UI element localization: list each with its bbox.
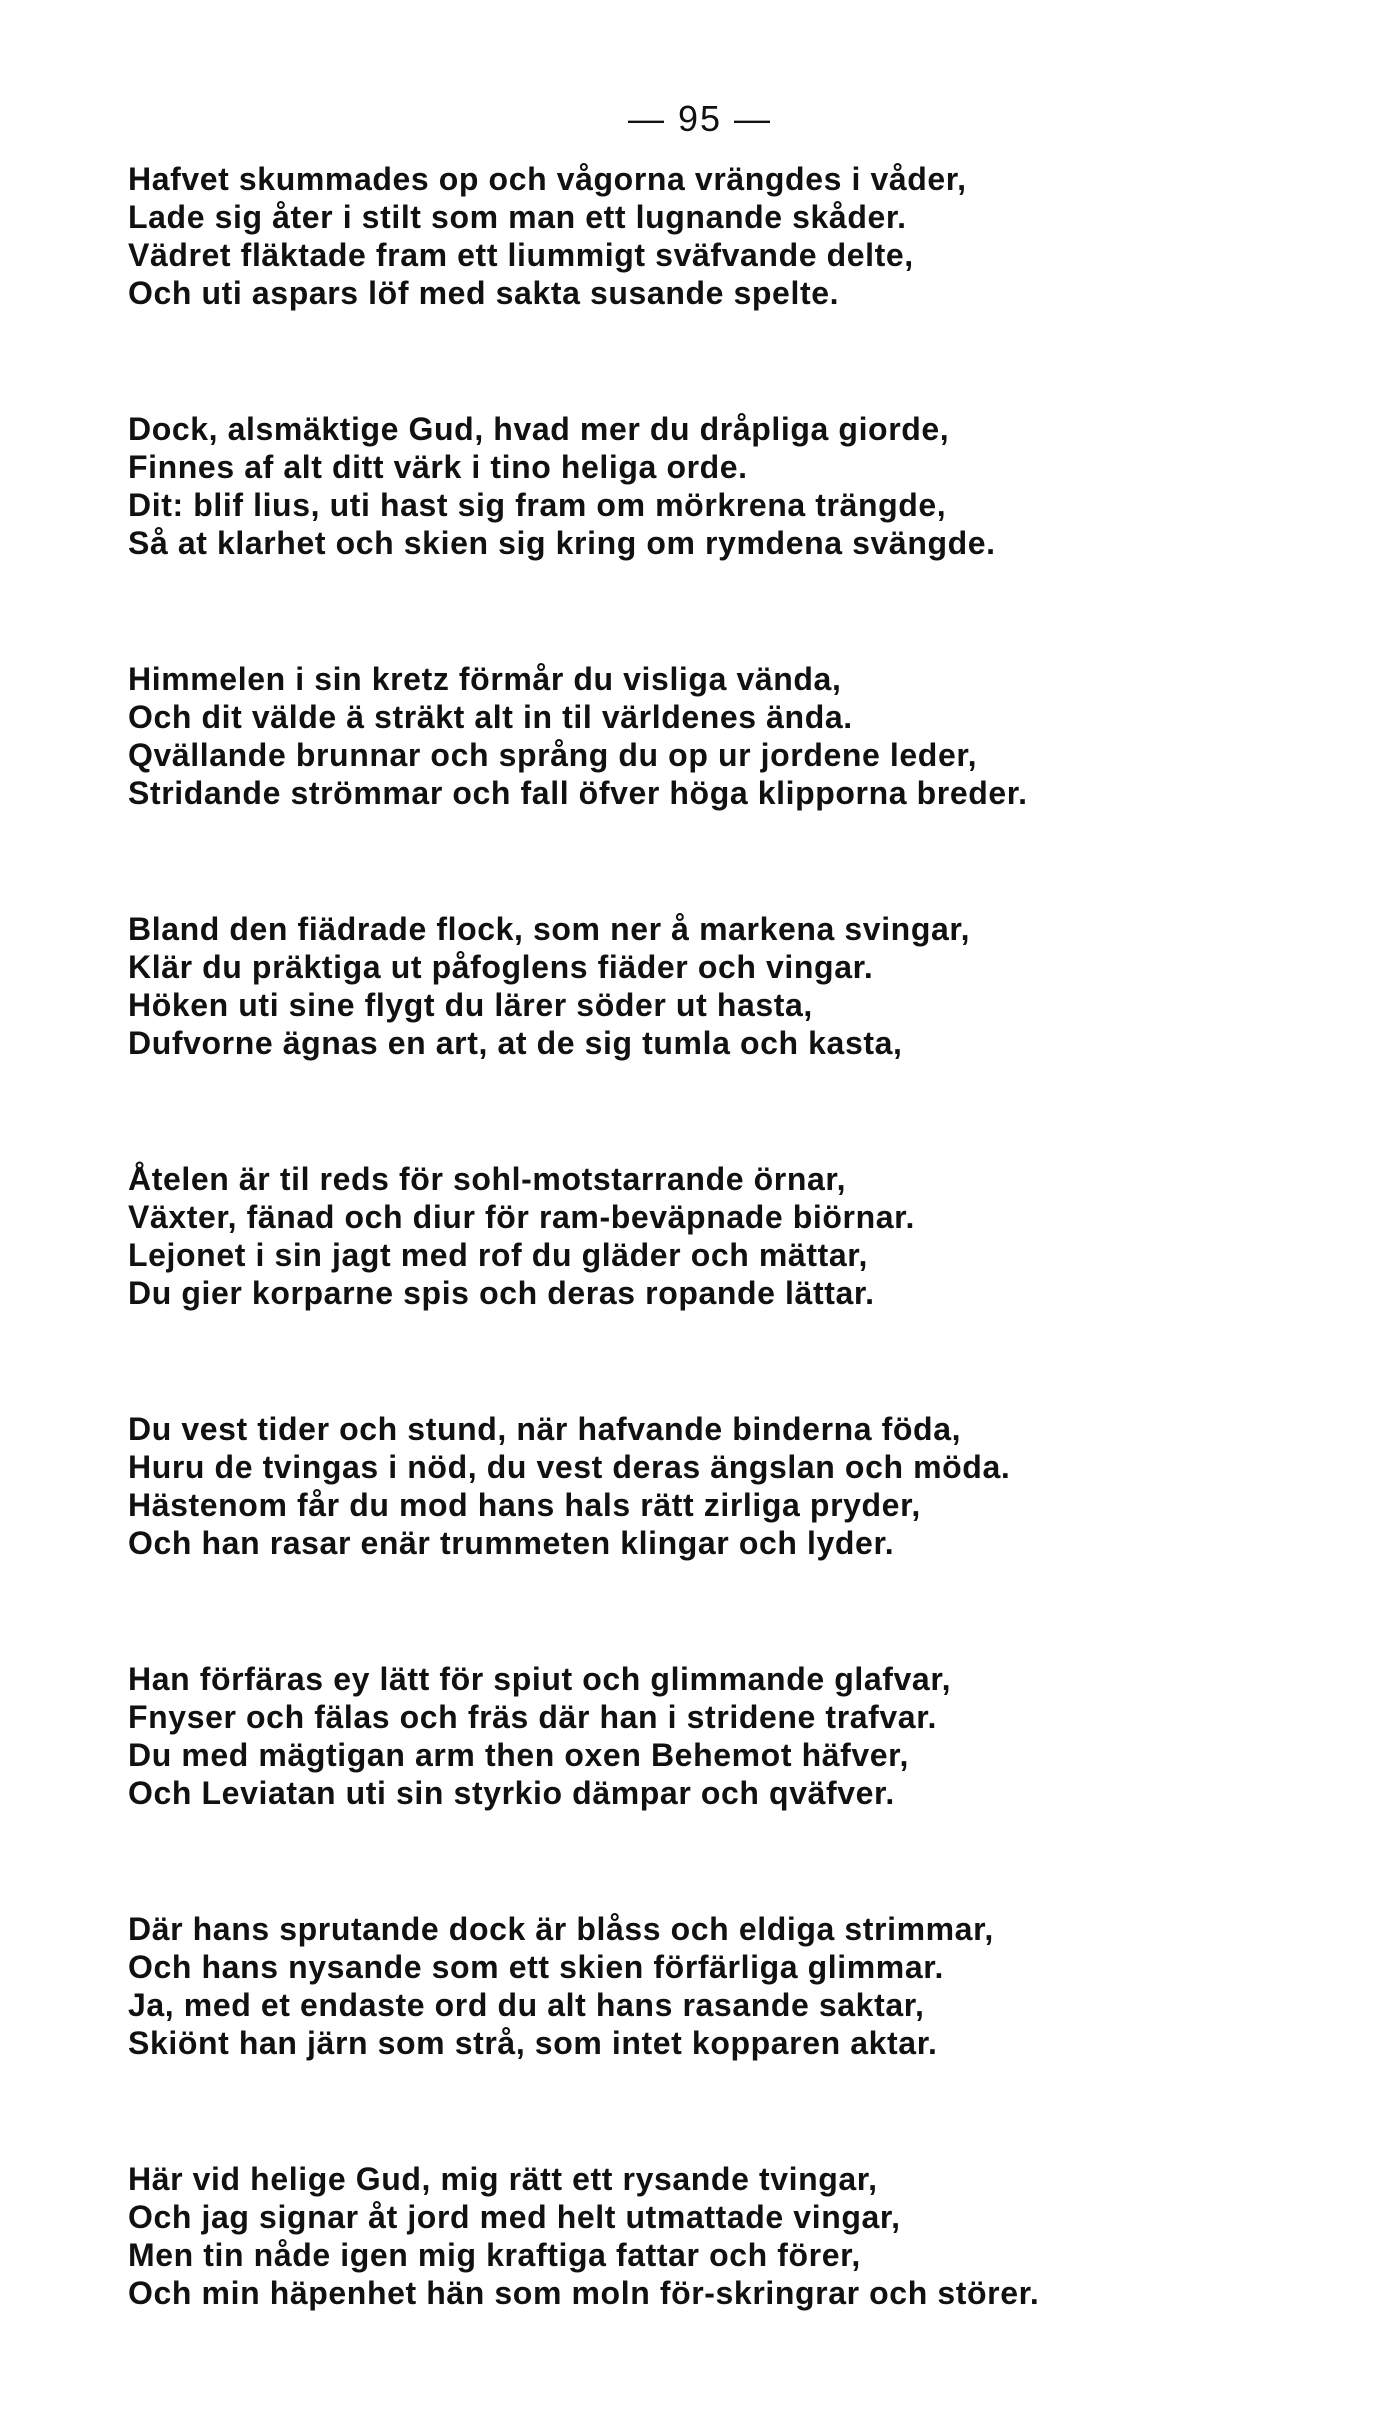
verse-line: Stridande strömmar och fall öfver höga klipporna breder.: [128, 775, 1028, 811]
stanza: [128, 2160, 1128, 2410]
verse-line: Fnyser och fälas och fräs där han i stridene trafvar.: [128, 1699, 937, 1735]
verse-line: Skiönt han järn som strå, som intet kopparen aktar.: [128, 2025, 938, 2061]
verse-line: Ja, med et endaste ord du alt hans rasande saktar,: [128, 1987, 925, 2023]
verse-line: Du med mägtigan arm then oxen Behemot häfver,: [128, 1737, 909, 1773]
verse-line: Finnes af alt ditt värk i tino heliga orde.: [128, 449, 748, 485]
stanza: [128, 1660, 1128, 1910]
verse-line: Dock, alsmäktige Gud, hvad mer du dråpliga giorde,: [128, 411, 950, 447]
verse-line: Klär du präktiga ut påfoglens fiäder och vingar.: [128, 949, 874, 985]
verse-line: Och min häpenhet hän som moln för-skringrar och störer.: [128, 2275, 1040, 2311]
verse-line: Dit: blif lius, uti hast sig fram om mörkrena trängde,: [128, 487, 947, 523]
verse-line: Och uti aspars löf med sakta susande spelte.: [128, 275, 840, 311]
verse-line: Huru de tvingas i nöd, du vest deras ängslan och möda.: [128, 1449, 1011, 1485]
verse-line: Hafvet skummades op och vågorna vrängdes i våder,: [128, 161, 967, 197]
verse-line: Lade sig åter i stilt som man ett lugnande skåder.: [128, 199, 907, 235]
verse-line: Hästenom får du mod hans hals rätt zirliga pryder,: [128, 1487, 921, 1523]
verse-line: Åtelen är til reds för sohl-motstarrande örnar,: [128, 1161, 847, 1197]
verse-line: Vädret fläktade fram ett liummigt sväfvande delte,: [128, 237, 914, 273]
stanza: [128, 410, 1128, 660]
verse-line: Så at klarhet och skien sig kring om rymdena svängde.: [128, 525, 996, 561]
verse-line: Och jag signar åt jord med helt utmattade vingar,: [128, 2199, 901, 2235]
verse-line: Där hans sprutande dock är blåss och eldiga strimmar,: [128, 1911, 994, 1947]
verse-line: Här vid helige Gud, mig rätt ett rysande tvingar,: [128, 2161, 878, 2197]
stanza: [128, 910, 1128, 1160]
verse-line: Bland den fiädrade flock, som ner å markena svingar,: [128, 911, 971, 947]
verse-line: Qvällande brunnar och språng du op ur jordene leder,: [128, 737, 978, 773]
verse-line: Du vest tider och stund, när hafvande binderna föda,: [128, 1411, 962, 1447]
stanza: [128, 1410, 1128, 1660]
stanza: [128, 1910, 1128, 2160]
stanza: [128, 660, 1128, 910]
verse-line: Och dit välde ä sträkt alt in til världenes ända.: [128, 699, 853, 735]
verse-line: Han förfäras ey lätt för spiut och glimmande glafvar,: [128, 1661, 952, 1697]
page-number: — 95 —: [627, 98, 773, 139]
verse-line: Och hans nysande som ett skien förfärliga glimmar.: [128, 1949, 945, 1985]
stanza: [128, 160, 1128, 410]
verse-line: Himmelen i sin kretz förmår du visliga vända,: [128, 661, 842, 697]
verse-line: Och han rasar enär trummeten klingar och lyder.: [128, 1525, 895, 1561]
verse-line: Lejonet i sin jagt med rof du gläder och mättar,: [128, 1237, 869, 1273]
verse-line: Och Leviatan uti sin styrkio dämpar och qväfver.: [128, 1775, 895, 1811]
poem: [128, 160, 1128, 2410]
verse-line: Dufvorne ägnas en art, at de sig tumla och kasta,: [128, 1025, 903, 1061]
stanza: [128, 1160, 1128, 1410]
verse-line: Du gier korparne spis och deras ropande lättar.: [128, 1275, 875, 1311]
verse-line: Höken uti sine flygt du lärer söder ut hasta,: [128, 987, 813, 1023]
verse-line: Men tin nåde igen mig kraftiga fattar och förer,: [128, 2237, 861, 2273]
verse-line: Växter, fänad och diur för ram-beväpnade biörnar.: [128, 1199, 915, 1235]
